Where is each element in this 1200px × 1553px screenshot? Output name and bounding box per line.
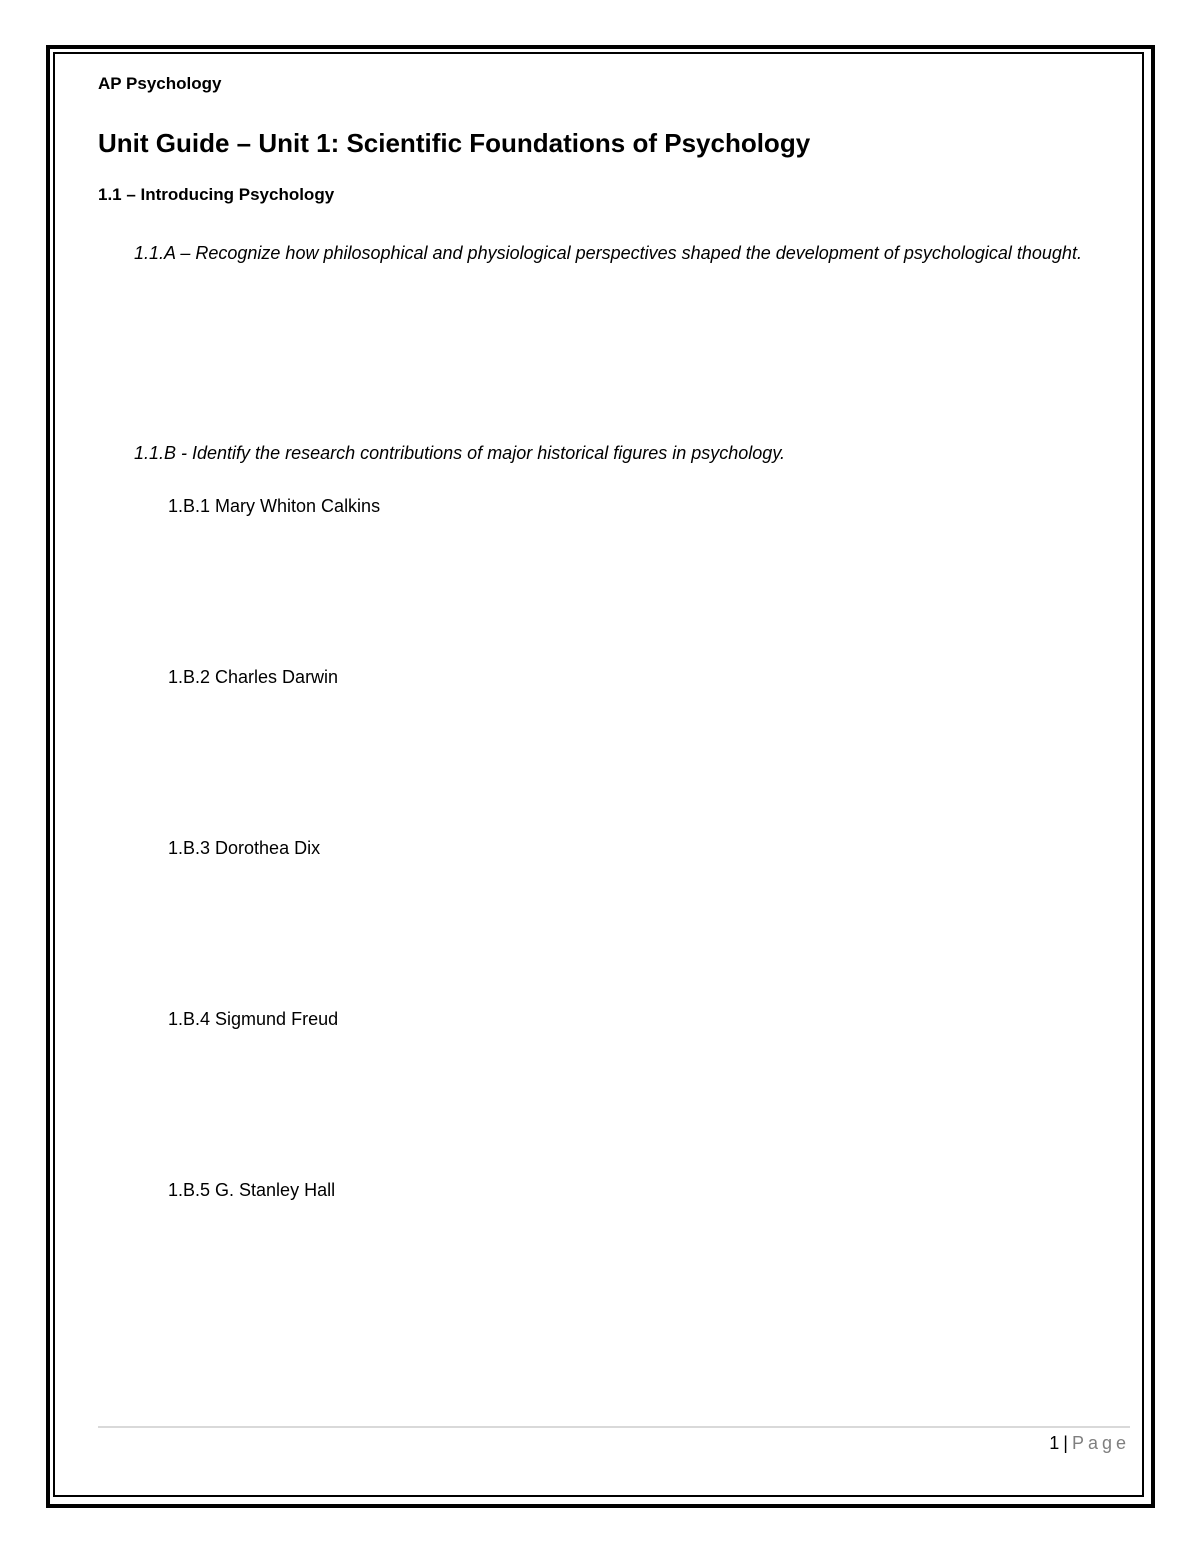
historical-figure-item: 1.B.4 Sigmund Freud	[168, 1009, 339, 1029]
historical-figure-item: 1.B.5 G. Stanley Hall	[168, 1180, 336, 1200]
learning-objective-a: 1.1.A – Recognize how philosophical and physiological perspectives shaped the development of psychological thought.	[134, 243, 1082, 263]
course-header: AP Psychology	[98, 74, 222, 93]
historical-figure-item: 1.B.2 Charles Darwin	[168, 667, 339, 687]
page-word: Page	[1071, 1433, 1130, 1453]
page-footer	[1049, 1433, 1130, 1454]
section-heading: 1.1 – Introducing Psychology	[98, 185, 335, 204]
page-inner-border	[53, 52, 1144, 1497]
footer-divider	[98, 1426, 1130, 1428]
footer-separator: |	[1063, 1433, 1068, 1453]
page-number: 1	[1049, 1433, 1060, 1453]
historical-figure-item: 1.B.1 Mary Whiton Calkins	[168, 496, 381, 516]
learning-objective-b: 1.1.B - Identify the research contributions of major historical figures in psychology.	[134, 443, 785, 463]
historical-figure-item: 1.B.3 Dorothea Dix	[168, 838, 321, 858]
page-title: Unit Guide – Unit 1: Scientific Foundations of Psychology	[98, 128, 811, 158]
